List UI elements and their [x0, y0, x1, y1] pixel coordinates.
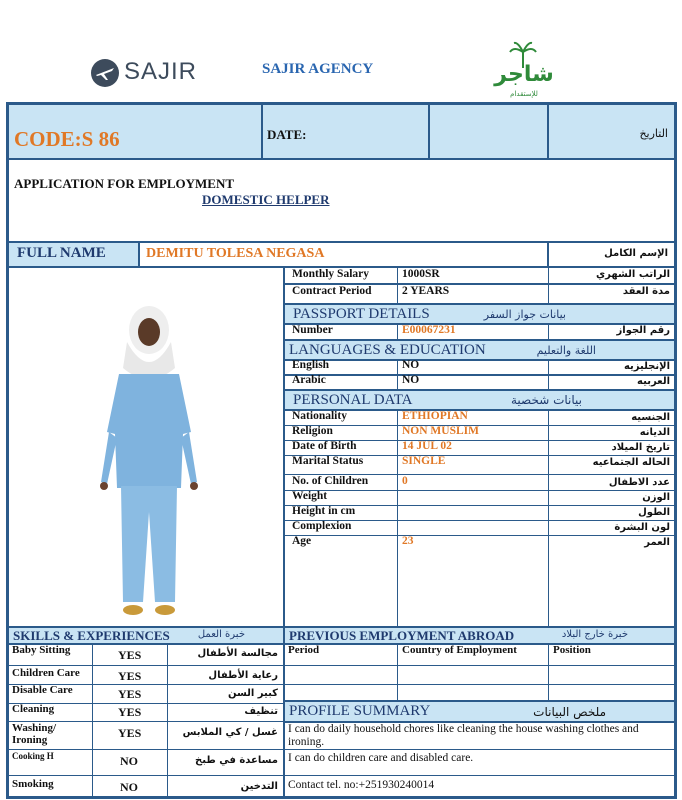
skill-baby-label: Baby Sitting [12, 644, 71, 656]
fullname-value: DEMITU TOLESA NEGASA [146, 246, 325, 261]
date-ar-cell [548, 104, 675, 159]
previous-title: PREVIOUS EMPLOYMENT ABROAD [289, 628, 515, 643]
complexion-ar: لون البشرة [614, 522, 670, 533]
personal-header [284, 390, 675, 410]
candidate-photo [79, 282, 219, 622]
dob-value: 14 JUL 02 [402, 440, 452, 452]
date-label-ar: التاريخ [639, 127, 668, 140]
period-label: Contract Period [292, 285, 372, 297]
skill-children-ar: رعاية الأطفال [208, 670, 278, 681]
skill-cleaning-ar: تنظيف [244, 706, 278, 717]
skills-title: SKILLS & EXPERIENCES [13, 628, 170, 643]
english-ar: الإنجليزيه [623, 361, 670, 372]
fullname-label-ar: الإسم الكامل [604, 248, 668, 259]
skill-cooking-label: Cooking H [12, 751, 54, 761]
date-value-cell [429, 104, 548, 159]
previous-title-ar: خبرة خارج البلاد [561, 629, 628, 640]
profile-title-ar: ملخص البيانات [533, 705, 606, 719]
skill-washing-value: YES [118, 726, 142, 740]
passport-ar: رقم الجواز [616, 325, 670, 336]
english-label: English [292, 359, 330, 371]
children-ar: عدد الاطفال [608, 477, 670, 488]
application-line2: DOMESTIC HELPER [202, 192, 330, 207]
marital-ar: الحاله الجتماعيه [592, 457, 670, 468]
profile-line1: I can do daily household chores like cleaning the house washing clothes and ironing. [288, 723, 639, 748]
skill-disable-ar: كبير السن [227, 688, 278, 699]
skill-smoking-label: Smoking [12, 778, 54, 790]
languages-header [284, 340, 675, 360]
previous-period-header: Period [288, 644, 320, 656]
complexion-label: Complexion [292, 520, 352, 532]
skill-cleaning-label: Cleaning [12, 703, 55, 715]
salary-ar: الراتب الشهري [596, 269, 670, 280]
marital-value: SINGLE [402, 455, 446, 467]
passport-title: PASSPORT DETAILS [293, 306, 430, 322]
marital-label: Marital Status [292, 455, 364, 467]
plane-icon [90, 58, 120, 88]
previous-header [284, 627, 675, 644]
salary-value: 1000SR [402, 268, 440, 280]
agency-title: SAJIR AGENCY [262, 61, 374, 77]
skill-baby-ar: مجالسة الأطفال [197, 648, 278, 659]
previous-position-header: Position [553, 644, 591, 656]
date-cell [262, 104, 429, 159]
skill-cleaning-value: YES [118, 705, 142, 719]
code-cell [8, 104, 262, 159]
fullname-label: FULL NAME [17, 245, 106, 261]
passport-header [284, 304, 675, 324]
passport-value: E00067231 [402, 324, 456, 336]
skills-title-ar: خبرة العمل [197, 629, 245, 640]
skill-cooking-ar: مساعدة في طبخ [195, 755, 278, 766]
skill-washing-ar: غسل / كي الملابس [182, 727, 278, 738]
logo-arabic-sub: للإستقدام [510, 90, 538, 98]
skills-header [8, 627, 284, 644]
religion-value: NON MUSLIM [402, 425, 479, 437]
application-cell [8, 159, 675, 242]
period-ar: مدة العقد [622, 286, 670, 297]
fullname-value-cell [139, 242, 548, 267]
fullname-ar-cell [548, 242, 675, 267]
profile-header [284, 701, 675, 722]
code-text: CODE:S 86 [14, 127, 120, 151]
period-value: 2 YEARS [402, 285, 450, 297]
date-label: DATE: [267, 127, 307, 142]
english-value: NO [402, 359, 420, 371]
languages-title-ar: اللغة والتعليم [536, 344, 596, 357]
previous-country-header: Country of Employment [402, 644, 517, 656]
profile-title: PROFILE SUMMARY [289, 703, 431, 719]
nationality-ar: الجنسيه [631, 412, 670, 423]
children-label: No. of Children [292, 475, 369, 487]
fullname-label-cell [8, 242, 139, 267]
salary-label: Monthly Salary [292, 268, 369, 280]
children-value: 0 [402, 475, 408, 487]
age-label: Age [292, 535, 312, 547]
dob-label: Date of Birth [292, 440, 357, 452]
skill-disable-value: YES [118, 687, 142, 701]
application-line1: APPLICATION FOR EMPLOYMENT [14, 176, 235, 191]
skill-disable-label: Disable Care [12, 684, 73, 696]
dob-ar: تاريخ الميلاد [611, 442, 670, 453]
skill-smoking-ar: التدخين [240, 781, 278, 792]
weight-label: Weight [292, 490, 328, 502]
skill-washing-label: Washing/ Ironing [12, 722, 57, 746]
profile-line2: I can do children care and disabled care. [288, 752, 474, 764]
skill-children-label: Children Care [12, 667, 80, 679]
passport-title-ar: بيانات جواز السفر [483, 308, 566, 321]
arabic-ar: العربيه [637, 376, 670, 387]
skill-children-value: YES [118, 669, 142, 683]
brand-name: SAJIR [124, 58, 198, 85]
arabic-value: NO [402, 374, 420, 386]
age-ar: العمر [644, 537, 670, 548]
skill-cooking-value: NO [120, 754, 138, 768]
nationality-label: Nationality [292, 410, 347, 422]
profile-contact: Contact tel. no:+251930240014 [288, 779, 435, 791]
language-row-arabic [284, 375, 675, 390]
age-value: 23 [402, 535, 414, 547]
religion-label: Religion [292, 425, 333, 437]
skill-baby-value: YES [118, 648, 142, 662]
shajir-logo [478, 40, 568, 102]
arabic-label: Arabic [292, 374, 326, 386]
photo-cell [8, 267, 284, 627]
personal-title-ar: بيانات شخصية [511, 393, 582, 407]
passport-label: Number [292, 324, 333, 336]
nationality-value: ETHIOPIAN [402, 410, 468, 422]
weight-ar: الوزن [642, 492, 670, 503]
personal-title: PERSONAL DATA [293, 392, 413, 408]
languages-title: LANGUAGES & EDUCATION [289, 342, 486, 358]
height-ar: الطول [638, 507, 670, 518]
sajir-logo [90, 56, 200, 90]
skill-smoking-value: NO [120, 780, 138, 794]
language-row-english [284, 360, 675, 375]
height-label: Height in cm [292, 505, 356, 517]
logo-arabic: شاجر [494, 62, 554, 87]
religion-ar: الديانه [639, 427, 670, 438]
